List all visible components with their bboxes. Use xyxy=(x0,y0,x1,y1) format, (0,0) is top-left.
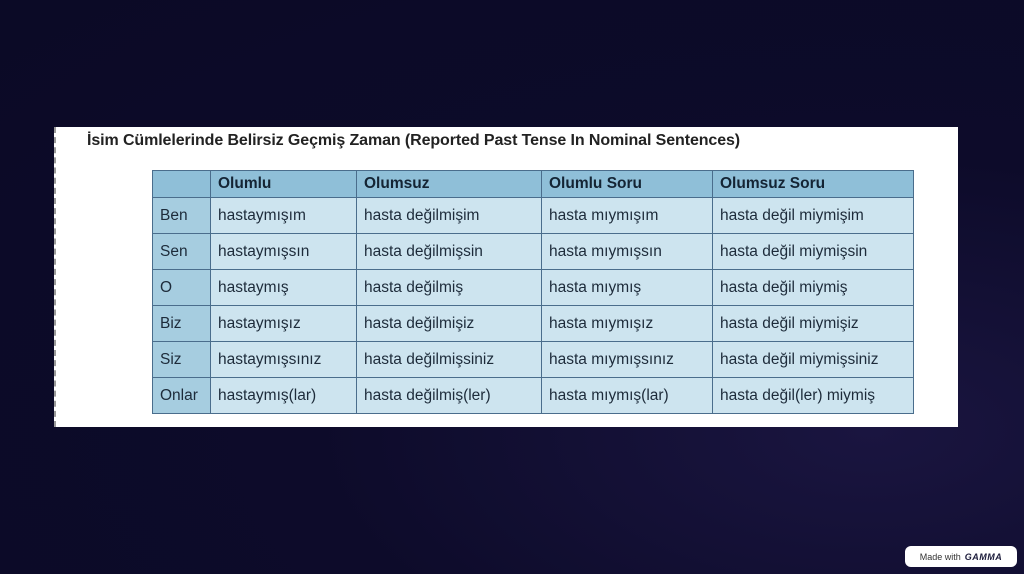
slide-title: İsim Cümlelerinde Belirsiz Geçmiş Zaman (Reported Past Tense In Nominal Sentences) xyxy=(87,132,741,149)
header-cell-olumlu: Olumlu xyxy=(211,171,357,198)
header-cell-olumsuz-soru: Olumsuz Soru xyxy=(713,171,914,198)
table-cell: hasta mıymış xyxy=(542,270,713,306)
pronoun-cell: Biz xyxy=(153,306,211,342)
pronoun-cell: O xyxy=(153,270,211,306)
table-row xyxy=(153,342,914,378)
table-cell: hasta mıymışız xyxy=(542,306,713,342)
table-cell: hasta değil(ler) miymiş xyxy=(713,378,914,414)
header-cell-empty xyxy=(153,171,211,198)
table-cell: hasta değilmişim xyxy=(357,198,542,234)
slide-image xyxy=(54,127,958,427)
table-cell: hasta değilmiş xyxy=(357,270,542,306)
header-cell-olumlu-soru: Olumlu Soru xyxy=(542,171,713,198)
table-cell: hastaymışız xyxy=(211,306,357,342)
table-cell: hasta değilmiş(ler) xyxy=(357,378,542,414)
table-cell: hastaymışsınız xyxy=(211,342,357,378)
conjugation-table xyxy=(152,170,914,414)
pronoun-cell: Ben xyxy=(153,198,211,234)
table-row xyxy=(153,306,914,342)
table-row xyxy=(153,378,914,414)
table-cell: hastaymışsın xyxy=(211,234,357,270)
table-cell: hasta değil miymişsiniz xyxy=(713,342,914,378)
table-row xyxy=(153,270,914,306)
pronoun-cell: Sen xyxy=(153,234,211,270)
table-header-row xyxy=(153,171,914,198)
badge-prefix: Made with xyxy=(919,551,961,562)
pronoun-cell: Siz xyxy=(153,342,211,378)
table-cell: hastaymışım xyxy=(211,198,357,234)
table-cell: hasta değil miymişiz xyxy=(713,306,914,342)
table-cell: hasta mıymışsınız xyxy=(542,342,713,378)
table-cell: hasta mıymışım xyxy=(542,198,713,234)
table-cell: hasta değil miymişim xyxy=(713,198,914,234)
table-cell: hasta mıymış(lar) xyxy=(542,378,713,414)
table-cell: hasta değilmişiz xyxy=(357,306,542,342)
gamma-logo: GAMMA xyxy=(964,551,1003,562)
table-row xyxy=(153,234,914,270)
table-cell: hasta değil miymiş xyxy=(713,270,914,306)
table-cell: hastaymış(lar) xyxy=(211,378,357,414)
table-cell: hasta mıymışsın xyxy=(542,234,713,270)
made-with-gamma-badge[interactable] xyxy=(905,546,1017,567)
table-cell: hastaymış xyxy=(211,270,357,306)
pronoun-cell: Onlar xyxy=(153,378,211,414)
table-row xyxy=(153,198,914,234)
table-cell: hasta değilmişsiniz xyxy=(357,342,542,378)
header-cell-olumsuz: Olumsuz xyxy=(357,171,542,198)
table-cell: hasta değilmişsin xyxy=(357,234,542,270)
table-cell: hasta değil miymişsin xyxy=(713,234,914,270)
